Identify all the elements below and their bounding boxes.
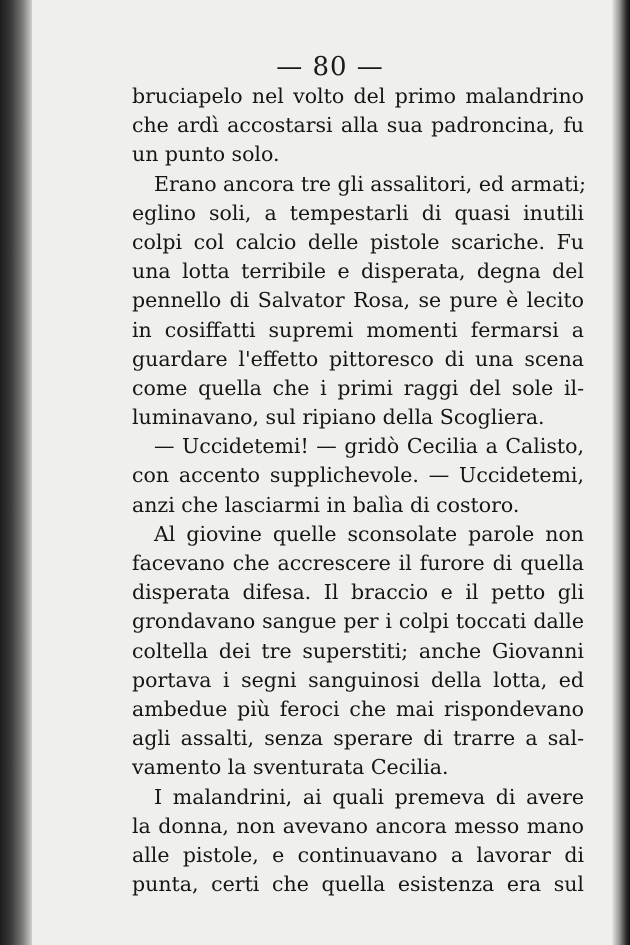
text-line: Erano ancora tre gli assalitori, ed armati; [154,171,586,196]
text-line: in cosiffatti supremi momenti fermarsi a [132,317,584,342]
text-line: luminavano, sul ripiano della Scogliera. [132,405,545,430]
text-line: alle pistole, e continuavano a lavorar di [132,842,584,867]
text-line: ambedue più feroci che mai rispondevano [132,696,584,721]
text-line: anzi che lasciarmi in balìa di costoro. [132,492,520,517]
page-number: — 80 — [276,52,384,82]
page-edge [612,0,630,945]
text-line: grondavano sangue per i colpi toccati dalle [132,609,584,634]
text-line: punta, certi che quella esistenza era sul [132,872,584,897]
text-line: disperata difesa. Il braccio e il petto gli [132,580,584,605]
text-line: un punto solo. [132,142,280,167]
text-line: vamento la sventurata Cecilia. [132,755,449,780]
text-line: colpi col calcio delle pistole scariche. Fu [132,229,584,254]
text-line: Al giovine quelle sconsolate parole non [154,521,584,546]
text-line: pennello di Salvator Rosa, se pure è lecito [132,288,584,313]
text-line: portava i segni sanguinosi della lotta, ed [132,667,584,692]
text-line: — Uccidetemi! — gridò Cecilia a Calisto, [154,434,584,459]
text-line: I malandrini, ai quali premeva di avere [154,784,584,809]
text-line: agli assalti, senza sperare di trarre a sal- [132,726,584,751]
text-line: coltella dei tre superstiti; anche Giovanni [132,638,584,663]
text-line: che ardì accostarsi alla sua padroncina, fu [132,113,584,138]
text-line: guardare l'effetto pittoresco di una scena [132,346,584,371]
body-text [132,82,584,899]
text-line: facevano che accrescere il furore di quella [132,551,584,575]
book-spine [0,0,32,945]
text-line: la donna, non avevano ancora messo mano [132,813,584,838]
text-line: come quella che i primi raggi del sole il- [132,375,584,400]
text-line: bruciapelo nel volto del primo malandrino [132,84,584,108]
text-line: con accento supplichevole. — Uccidetemi, [132,463,584,488]
text-line: eglino soli, a tempestarli di quasi inutili [132,200,584,225]
text-line: una lotta terribile e disperata, degna del [132,259,584,284]
